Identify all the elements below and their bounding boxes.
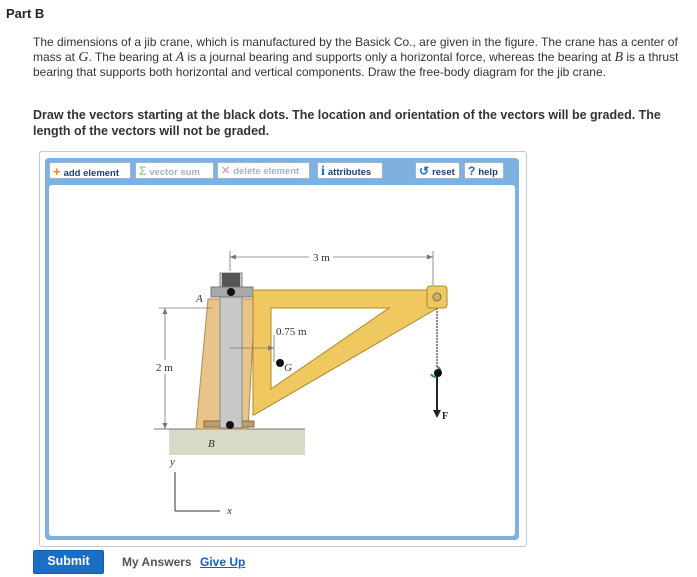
give-up-link[interactable]: Give Up [200, 555, 246, 569]
attributes-button[interactable]: i attributes [317, 162, 383, 179]
dot-b[interactable] [226, 421, 234, 429]
symbol-g: G [78, 50, 89, 65]
help-button[interactable]: ? help [464, 162, 504, 179]
symbol-b: B [614, 50, 624, 65]
dot-f[interactable] [434, 369, 442, 377]
dot-g[interactable] [276, 359, 284, 367]
force-f-arrowhead [433, 410, 441, 418]
drawing-canvas[interactable] [49, 185, 515, 536]
toolbar [45, 158, 519, 184]
delete-element-button[interactable]: ✕ delete element [217, 162, 310, 179]
reset-button[interactable]: ↺ reset [415, 162, 460, 179]
question-icon: ? [468, 164, 476, 178]
label-b: B [208, 438, 215, 450]
submit-button[interactable]: Submit [33, 550, 104, 574]
label-075m: 0.75 m [276, 326, 307, 338]
info-icon: i [321, 164, 325, 179]
jib-crane-figure [49, 185, 515, 536]
vector-sum-button[interactable]: Σ vector sum [135, 162, 214, 179]
x-icon: ✕ [221, 165, 231, 177]
label-x: x [227, 505, 232, 517]
my-answers-link: My Answers [122, 555, 192, 569]
label-2m: 2 m [156, 362, 173, 374]
canvas-frame [45, 184, 519, 540]
part-title: Part B [6, 6, 45, 21]
dot-a[interactable] [227, 288, 235, 296]
pulley [433, 293, 441, 301]
label-3m: 3 m [313, 252, 330, 264]
plus-icon: + [53, 164, 61, 179]
shaft-cap [222, 273, 240, 287]
jib-cutout [271, 308, 389, 389]
label-g: G [284, 362, 292, 374]
label-a: A [196, 293, 203, 305]
add-element-button[interactable]: + add element [49, 162, 131, 179]
fbd-tool-panel [39, 151, 527, 547]
label-y: y [170, 456, 175, 468]
instructions: Draw the vectors starting at the black dots. The location and orientation of the vectors will be graded. The length of the vectors will not be graded. [33, 108, 661, 138]
sigma-icon: Σ [139, 164, 147, 178]
label-f: F [442, 411, 449, 422]
ground-block [169, 429, 305, 455]
reset-arrow-icon: ↺ [419, 164, 430, 178]
problem-statement: The dimensions of a jib crane, which is manufactured by the Basick Co., are given in the figure. The crane has a center of mass at G. The bearing at A is a journal bearing and supports only a horizontal force, whereas the bearing at B is a thrust bearing that supports both horizontal and vertical components. Draw the free-body diagram for the jib crane. [33, 35, 679, 79]
symbol-a: A [175, 50, 185, 65]
